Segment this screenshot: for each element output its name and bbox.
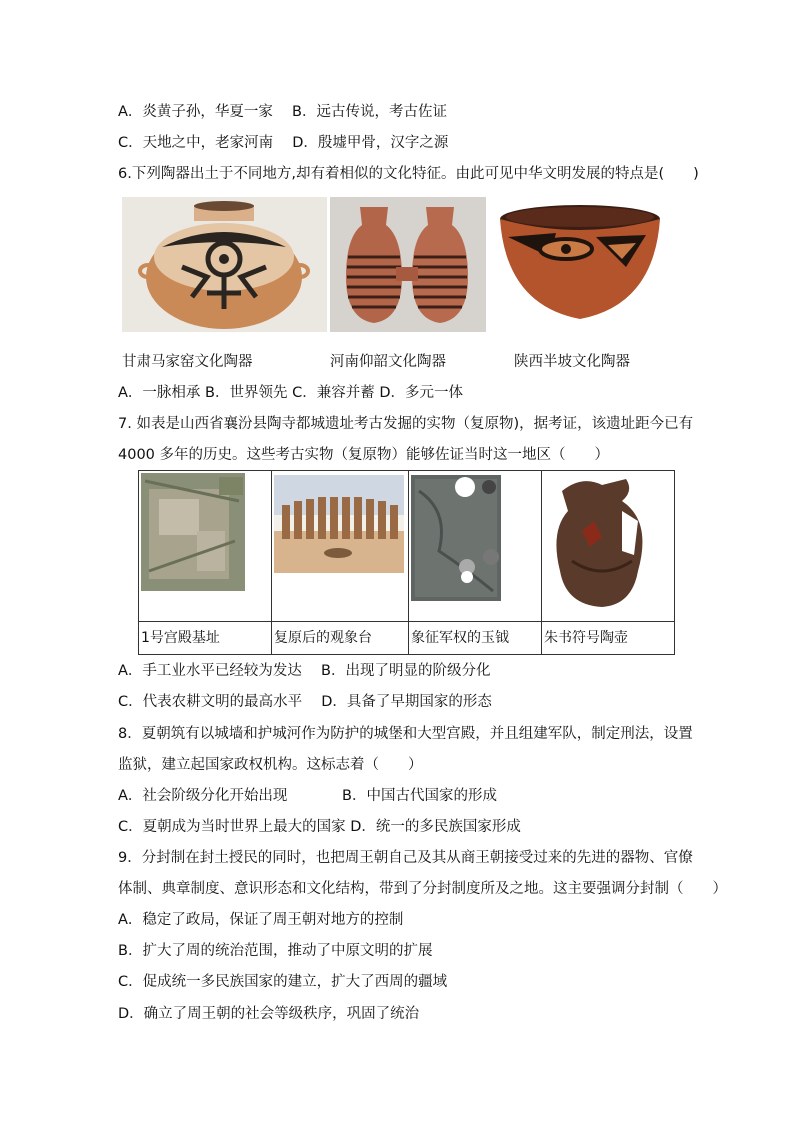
observatory-image [272, 471, 408, 617]
q8-stem-line-2: 监狱，建立起国家政权机构。这标志着（ ） [118, 757, 423, 773]
banpo-pottery-image [496, 197, 664, 332]
q7-caption-jade-yue: 象征军权的玉钺 [409, 622, 542, 655]
table-cell-jade-yue-image [409, 471, 542, 622]
q7-caption-pot: 朱书符号陶壶 [542, 622, 675, 655]
q6-caption-majiayao: 甘肃马家窑文化陶器 [122, 354, 253, 370]
q7-options-line-1: A．手工业水平已经较为发达 B．出现了明显的阶级分化 [118, 663, 491, 679]
palace-foundation-image [139, 471, 271, 617]
q8-options-cd: C．夏朝成为当时世界上最大的国家 D．统一的多民族国家形成 [118, 819, 521, 835]
majiayao-pottery-image [122, 197, 327, 332]
vermilion-pot-image [542, 471, 674, 617]
q8-stem-line-1: 8．夏朝筑有以城墙和护城河作为防护的城堡和大型宫殿，并且组建军队，制定刑法，设置 [118, 726, 693, 742]
q7-artifact-table [138, 470, 675, 655]
jade-yue-image [409, 471, 541, 617]
q9-option-b: B．扩大了周的统治范围，推动了中原文明的扩展 [118, 943, 433, 959]
q8-option-b: B．中国古代国家的形成 [342, 788, 497, 804]
q9-stem-line-1: 9．分封制在封土授民的同时，也把周王朝自己及其从商王朝接受过来的先进的器物、官僚 [118, 850, 693, 866]
q7-options-line-2: C．代表农耕文明的最高水平 D．具备了早期国家的形态 [118, 694, 492, 710]
q5-options-line-1: A．炎黄子孙，华夏一家 B．远古传说，考古佐证 [118, 104, 447, 120]
q9-option-c: C．促成统一多民族国家的建立，扩大了西周的疆域 [118, 974, 448, 990]
q7-stem-line-1: 7. 如表是山西省襄汾县陶寺都城遗址考古发掘的实物（复原物)，据考证，该遗址距今已有 [118, 416, 694, 432]
table-cell-palace-image [139, 471, 272, 622]
table-cell-pot-image [542, 471, 675, 622]
q6-stem: 6.下列陶器出土于不同地方,却有着相似的文化特征。由此可见中华文明发展的特点是( ) [118, 166, 699, 182]
q7-caption-observatory: 复原后的观象台 [272, 622, 409, 655]
q9-stem-line-2: 体制、典章制度、意识形态和文化结构，带到了分封制度所及之地。这主要强调分封制（ ） [118, 881, 727, 897]
yangshao-pottery-image [330, 197, 486, 332]
q7-stem-line-2: 4000 多年的历史。这些考古实物（复原物）能够佐证当时这一地区（ ） [118, 447, 610, 463]
q9-option-a: A．稳定了政局，保证了周王朝对地方的控制 [118, 912, 404, 928]
q6-caption-banpo: 陕西半坡文化陶器 [514, 354, 630, 370]
q5-options-line-2: C．天地之中，老家河南 D．殷墟甲骨，汉字之源 [118, 135, 449, 151]
q7-caption-palace: 1号宫殿基址 [139, 622, 272, 655]
q9-option-d: D．确立了周王朝的社会等级秩序，巩固了统治 [118, 1006, 420, 1022]
q6-options: A．一脉相承 B．世界领先 C．兼容并蓄 D．多元一体 [118, 385, 463, 401]
q8-option-a: A．社会阶级分化开始出现 [118, 788, 288, 804]
table-cell-observatory-image [272, 471, 409, 622]
q6-caption-yangshao: 河南仰韶文化陶器 [330, 354, 446, 370]
